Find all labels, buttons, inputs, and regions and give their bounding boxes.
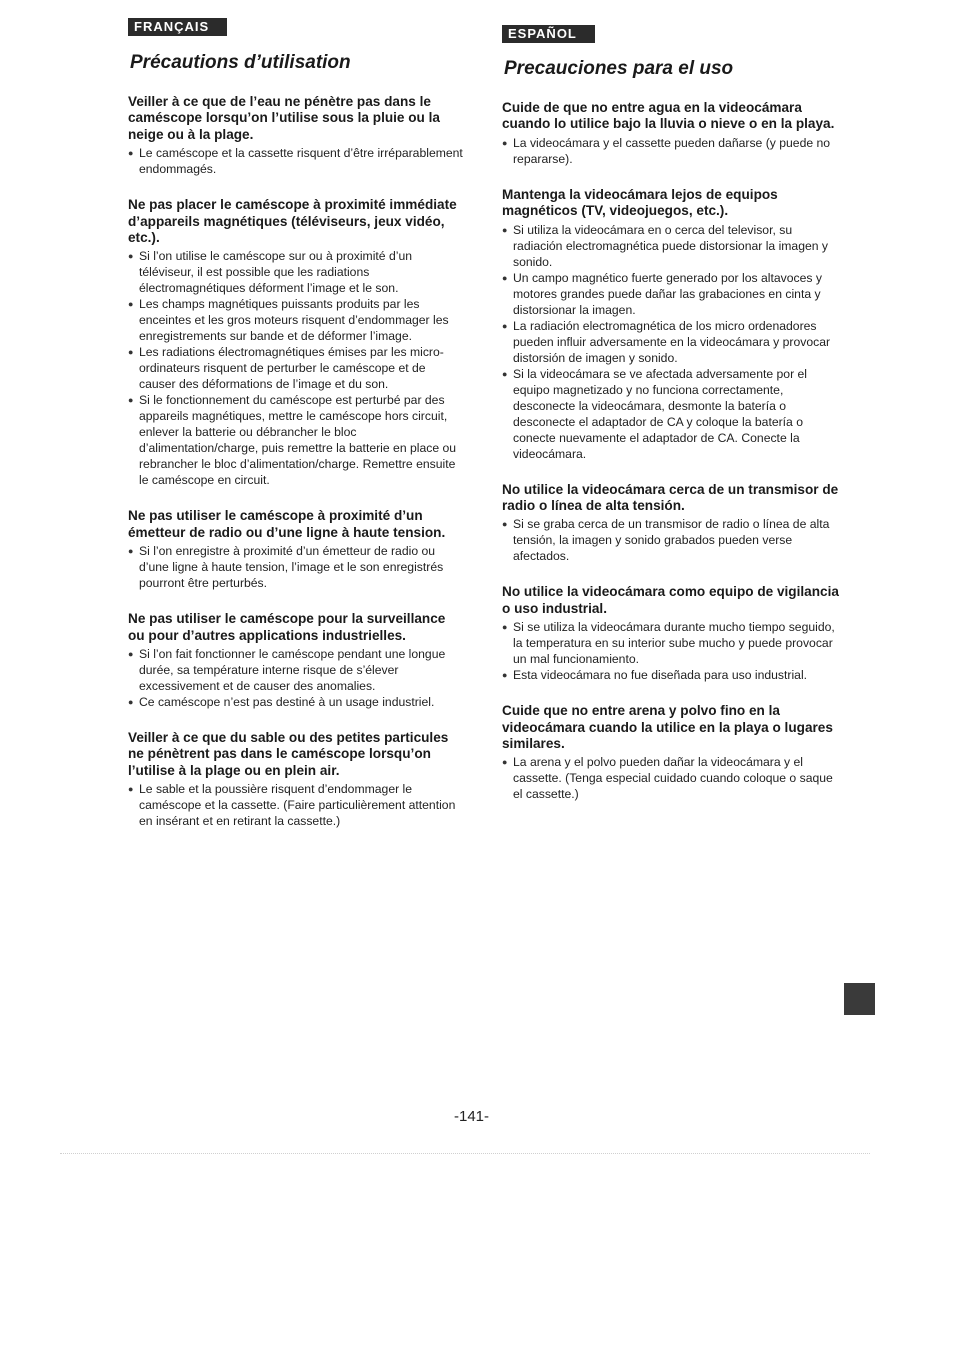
list-item bbox=[128, 646, 463, 694]
list-item-text: Le caméscope et la cassette risquent d’être irréparablement endommagés. bbox=[139, 146, 463, 177]
bullet-icon: ● bbox=[128, 299, 134, 310]
bullet-icon: ● bbox=[502, 320, 508, 331]
precaution-section bbox=[128, 611, 463, 710]
list-item bbox=[128, 392, 463, 488]
bullet-icon: ● bbox=[502, 272, 508, 283]
section-heading: Veiller à ce que de l’eau ne pénètre pas dans le caméscope lorsqu’on l’utilise sous la pluie ou la neige ou à la plage. bbox=[128, 94, 440, 142]
list-item bbox=[502, 516, 842, 564]
bullet-list bbox=[502, 619, 842, 683]
precaution-section bbox=[128, 197, 463, 488]
bullet-icon: ● bbox=[128, 395, 134, 406]
language-tag-french: FRANÇAIS bbox=[128, 18, 227, 36]
list-item bbox=[128, 344, 463, 392]
list-item-text: La videocámara y el cassette pueden dañarse (y puede no repararse). bbox=[513, 135, 831, 166]
section-heading: No utilice la videocámara como equipo de vigilancia o uso industrial. bbox=[502, 584, 839, 616]
bullet-list bbox=[502, 135, 842, 167]
list-item bbox=[128, 694, 463, 710]
bullet-icon: ● bbox=[502, 519, 508, 530]
spanish-sections bbox=[502, 100, 842, 802]
list-item-text: Ce caméscope n’est pas destiné à un usage industriel. bbox=[139, 695, 435, 710]
list-item-text: Si se graba cerca de un transmisor de radio o línea de alta tensión, la imagen y sonido grabados pueden verse afectados. bbox=[513, 517, 830, 564]
list-item-text: La radiación electromagnética de los micro ordenadores pueden influir adversamente en la videocámara y provocar distorsión de imagen y sonido. bbox=[513, 318, 831, 365]
bullet-list bbox=[128, 646, 463, 710]
bullet-list bbox=[128, 781, 463, 829]
language-tag-spanish: ESPAÑOL bbox=[502, 25, 595, 43]
list-item-text: Si l’on fait fonctionner le caméscope pendant une longue durée, sa température interne risque de s’élever excessivement et de causer des anomalies. bbox=[139, 647, 446, 694]
list-item-text: Esta videocámara no fue diseñada para uso industrial. bbox=[513, 668, 808, 683]
list-item-text: Le sable et la poussière risquent d’endommager le caméscope et la cassette. (Faire particulièrement attention en insérant et en retirant la cassette.) bbox=[139, 782, 456, 829]
list-item bbox=[502, 222, 842, 270]
list-item-text: Les radiations électromagnétiques émises par les micro-ordinateurs risquent de perturber le caméscope et de causer des déformations de l’image et du son. bbox=[139, 345, 444, 392]
list-item-text: Les champs magnétiques puissants produits par les enceintes et les gros moteurs risquent d’endommager les enregistrements sur bande et de déformer l’image. bbox=[139, 297, 449, 344]
french-sections bbox=[128, 94, 463, 829]
section-heading: Ne pas placer le caméscope à proximité immédiate d’appareils magnétiques (téléviseurs, jeux vidéo, etc.). bbox=[128, 197, 457, 246]
list-item-text: Si la videocámara se ve afectada adversamente por el equipo magnetizado y no funciona correctamente, desconecte la videocámara, desmonte la batería o desconecte el adaptador de CA y coloque la batería o conecte nuevamente el adaptador de CA. Conecte la videocámara. bbox=[513, 366, 808, 461]
precaution-section bbox=[128, 730, 463, 829]
list-item bbox=[502, 366, 842, 462]
list-item bbox=[502, 270, 842, 318]
list-item bbox=[128, 248, 463, 296]
section-heading: Mantenga la videocámara lejos de equipos magnéticos (TV, videojuegos, etc.). bbox=[502, 186, 778, 219]
list-item-text: Si l’on utilise le caméscope sur ou à proximité d’un téléviseur, il est possible que les radiations électromagnétiques déforment l’image et le son. bbox=[139, 249, 412, 296]
bullet-list bbox=[128, 543, 463, 591]
page-title-french: Précautions d’utilisation bbox=[130, 52, 351, 73]
precaution-section bbox=[128, 508, 463, 591]
list-item bbox=[128, 145, 463, 177]
list-item bbox=[502, 619, 842, 667]
list-item-text: Si l’on enregistre à proximité d’un émetteur de radio ou d’une ligne à haute tension, l’image et le son enregistrés pourront être perturbés. bbox=[139, 544, 444, 591]
spanish-column bbox=[502, 18, 842, 822]
list-item bbox=[502, 667, 842, 683]
french-column bbox=[128, 18, 463, 849]
section-heading: Cuide de que no entre agua en la videocámara cuando lo utilice bajo la lluvia o nieve o en la playa. bbox=[502, 100, 835, 132]
precaution-section bbox=[502, 482, 842, 565]
section-heading: Cuide que no entre arena y polvo fino en la videocámara cuando la utilice en la playa o lugares similares. bbox=[502, 703, 833, 752]
precaution-section bbox=[502, 584, 842, 683]
bullet-icon: ● bbox=[128, 546, 134, 557]
precaution-section bbox=[502, 100, 842, 167]
bullet-icon: ● bbox=[128, 784, 134, 795]
list-item bbox=[502, 754, 842, 802]
bullet-icon: ● bbox=[502, 224, 508, 235]
list-item bbox=[502, 135, 842, 167]
bullet-list bbox=[128, 248, 463, 488]
section-edge-marker bbox=[844, 983, 875, 1015]
precaution-section bbox=[502, 703, 842, 802]
section-heading: No utilice la videocámara cerca de un transmisor de radio o línea de alta tensión. bbox=[502, 481, 839, 514]
bullet-icon: ● bbox=[502, 137, 508, 148]
list-item-text: Un campo magnético fuerte generado por los altavoces y motores grandes puede dañar las grabaciones en cinta y distorsionar la imagen. bbox=[513, 270, 822, 317]
bullet-icon: ● bbox=[502, 757, 508, 768]
section-heading: Ne pas utiliser le caméscope pour la surveillance ou pour d’autres applications industrielles. bbox=[128, 611, 446, 643]
scan-edge-line bbox=[60, 1153, 870, 1154]
list-item bbox=[128, 543, 463, 591]
precaution-section bbox=[502, 187, 842, 462]
bullet-list bbox=[128, 145, 463, 177]
list-item-text: Si le fonctionnement du caméscope est perturbé par des appareils magnétiques, mettre le caméscope hors circuit, enlever la batterie ou débrancher le bloc d’alimentation/charge, puis remettre la batterie en place ou rebrancher le bloc d’alimentation/charge. Remettre ensuite le caméscope en circuit. bbox=[139, 393, 457, 488]
section-heading: Ne pas utiliser le caméscope à proximité d’un émetteur de radio ou d’une ligne à haute tension. bbox=[128, 508, 446, 540]
bullet-icon: ● bbox=[128, 148, 134, 159]
page-title-spanish: Precauciones para el uso bbox=[504, 58, 734, 79]
list-item-text: La arena y el polvo pueden dañar la videocámara y el cassette. (Tenga especial cuidado cuando coloque o saque el cassette.) bbox=[513, 755, 833, 802]
list-item-text: Si utiliza la videocámara en o cerca del televisor, su radiación electromagnética puede distorsionar la imagen y sonido. bbox=[513, 222, 829, 269]
bullet-icon: ● bbox=[128, 649, 134, 660]
bullet-icon: ● bbox=[502, 368, 508, 379]
page-number: -141- bbox=[454, 1108, 490, 1125]
bullet-icon: ● bbox=[128, 697, 134, 708]
bullet-list bbox=[502, 222, 842, 462]
bullet-icon: ● bbox=[128, 347, 134, 358]
list-item bbox=[502, 318, 842, 366]
section-heading: Veiller à ce que du sable ou des petites particules ne pénètrent pas dans le caméscope lorsqu’on l’utilise à la plage ou en plein air. bbox=[128, 730, 449, 778]
list-item bbox=[128, 781, 463, 829]
bullet-icon: ● bbox=[502, 622, 508, 633]
precaution-section bbox=[128, 94, 463, 177]
list-item-text: Si se utiliza la videocámara durante mucho tiempo seguido, la temperatura en su interior sube mucho y puede provocar un mal funcionamiento. bbox=[513, 620, 835, 667]
bullet-icon: ● bbox=[502, 670, 508, 681]
bullet-list bbox=[502, 754, 842, 802]
bullet-icon: ● bbox=[128, 251, 134, 262]
bullet-list bbox=[502, 516, 842, 564]
list-item bbox=[128, 296, 463, 344]
